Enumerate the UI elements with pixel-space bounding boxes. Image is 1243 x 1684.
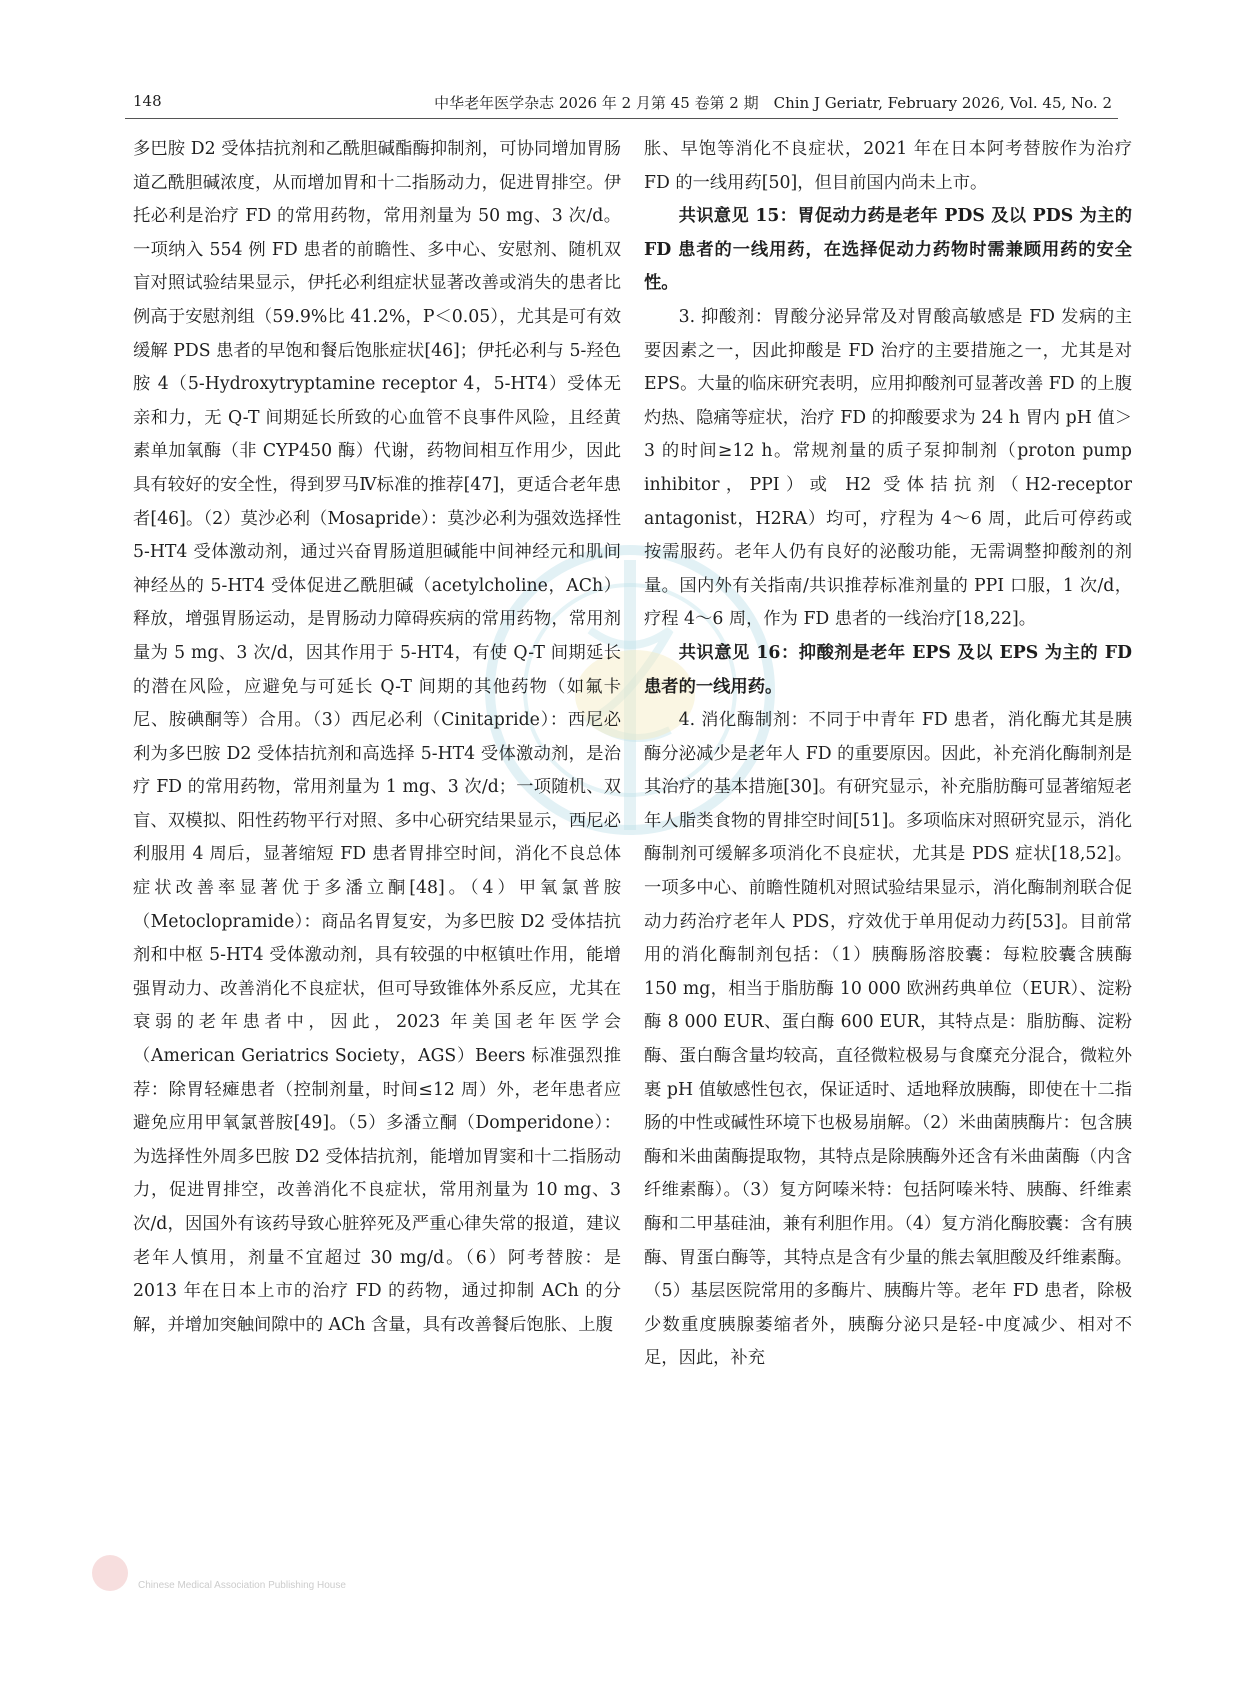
header-rule	[125, 118, 1118, 119]
page-header	[0, 86, 1243, 120]
right-column	[644, 133, 1132, 1673]
body-paragraph-digestive-enzymes: 4. 消化酶制剂：不同于中青年 FD 患者，消化酶尤其是胰酶分泌减少是老年人 FD 的重要原因。因此，补充消化酶制剂是其治疗的基本措施[30]。有研究显示，补充脂肪酶可显著缩短老年人脂类食物的胃排空时间[51]。多项临床对照研究显示，消化酶制剂可缓解多项消化不良症状，尤其是 PDS 症状[18,52]。一项多中心、前瞻性随机对照试验结果显示，消化酶制剂联合促动力药治疗老年人 PDS，疗效优于单用促动力药[53]。目前常用的消化酶制剂包括：（1）胰酶肠溶胶囊：每粒胶囊含胰酶 150 mg，相当于脂肪酶 10 000 欧洲药典单位（EUR）、淀粉酶 8 000 EUR、蛋白酶 600 EUR，其特点是：脂肪酶、淀粉酶、蛋白酶含量均较高，直径微粒极易与食糜充分混合，微粒外裹 pH 值敏感性包衣，保证适时、适地释放胰酶，即使在十二指肠的中性或碱性环境下也极易崩解。（2）米曲菌胰酶片：包含胰酶和米曲菌酶提取物，其特点是除胰酶外还含有米曲菌酶（内含纤维素酶）。（3）复方阿嗪米特：包括阿嗪米特、胰酶、纤维素酶和二甲基硅油，兼有利胆作用。（4）复方消化酶胶囊：含有胰酶、胃蛋白酶等，其特点是含有少量的熊去氧胆酸及纤维素酶。（5）基层医院常用的多酶片、胰酶片等。老年 FD 患者，除极少数重度胰腺萎缩者外，胰酶分泌只是轻-中度减少、相对不足，因此，补充	[644, 710, 1132, 1369]
journal-citation: 中华老年医学杂志 2026 年 2 月第 45 卷第 2 期 Chin J Geriatr, February 2026, Vol. 45, No. 2	[434, 94, 1112, 112]
body-paragraph-acid-suppressants: 3. 抑酸剂：胃酸分泌异常及对胃酸高敏感是 FD 发病的主要因素之一，因此抑酸是 FD 治疗的主要措施之一，尤其是对 EPS。大量的临床研究表明，应用抑酸剂可显著改善 FD 的上腹灼热、隐痛等症状，治疗 FD 的抑酸要求为 24 h 胃内 pH 值＞3 的时间≥12 h。常规剂量的质子泵抑制剂（proton pump inhibitor，PPI）或 H2 受体拮抗剂（H2-receptor antagonist，H2RA）均可，疗程为 4～6 周，此后可停药或按需服药。老年人仍有良好的泌酸功能，无需调整抑酸剂的剂量。国内外有关指南/共识推荐标准剂量的 PPI 口服，1 次/d，疗程 4～6 周，作为 FD 患者的一线治疗[18,22]。	[644, 306, 1132, 630]
consensus-statement-15: 共识意见 15：胃促动力药是老年 PDS 及以 PDS 为主的 FD 患者的一线用药，在选择促动力药物时需兼顾用药的安全性。	[644, 206, 1132, 294]
left-column	[133, 133, 621, 1673]
body-paragraph: 多巴胺 D2 受体拮抗剂和乙酰胆碱酯酶抑制剂，可协同增加胃肠道乙酰胆碱浓度，从而增加胃和十二指肠动力，促进胃排空。伊托必利是治疗 FD 的常用药物，常用剂量为 50 mg、3 次/d。一项纳入 554 例 FD 患者的前瞻性、多中心、安慰剂、随机双盲对照试验结果显示，伊托必利组症状显著改善或消失的患者比例高于安慰剂组（59.9%比 41.2%，P＜0.05），尤其是可有效缓解 PDS 患者的早饱和餐后饱胀症状[46]；伊托必利与 5-羟色胺 4（5-Hydroxytryptamine receptor 4，5-HT4）受体无亲和力，无 Q-T 间期延长所致的心血管不良事件风险，且经黄素单加氧酶（非 CYP450 酶）代谢，药物间相互作用少，因此具有较好的安全性，得到罗马Ⅳ标准的推荐[47]，更适合老年患者[46]。（2）莫沙必利（Mosapride）：莫沙必利为强效选择性 5-HT4 受体激动剂，通过兴奋胃肠道胆碱能中间神经元和肌间神经丛的 5-HT4 受体促进乙酰胆碱（acetylcholine，ACh）释放，增强胃肠运动，是胃肠动力障碍疾病的常用药物，常用剂量为 5 mg、3 次/d，因其作用于 5-HT4，有使 Q-T 间期延长的潜在风险，应避免与可延长 Q-T 间期的其他药物（如氟卡尼、胺碘酮等）合用。（3）西尼必利（Cinitapride）：西尼必利为多巴胺 D2 受体拮抗剂和高选择 5-HT4 受体激动剂，是治疗 FD 的常用药物，常用剂量为 1 mg、3 次/d；一项随机、双盲、双模拟、阳性药物平行对照、多中心研究结果显示，西尼必利服用 4 周后，显著缩短 FD 患者胃排空时间，消化不良总体症状改善率显著优于多潘立酮[48]。（4）甲氧氯普胺（Metoclopramide）：商品名胃复安，为多巴胺 D2 受体拮抗剂和中枢 5-HT4 受体激动剂，具有较强的中枢镇吐作用，能增强胃动力、改善消化不良症状，但可导致锥体外系反应，尤其在衰弱的老年患者中，因此，2023 年美国老年医学会（American Geriatrics Society，AGS）Beers 标准强烈推荐：除胃轻瘫患者（控制剂量，时间≤12 周）外，老年患者应避免应用甲氧氯普胺[49]。（5）多潘立酮（Domperidone）：为选择性外周多巴胺 D2 受体拮抗剂，能增加胃窦和十二指肠动力，促进胃排空，改善消化不良症状，常用剂量为 10 mg、3 次/d，因国外有该药导致心脏猝死及严重心律失常的报道，建议老年人慎用，剂量不宜超过 30 mg/d。（6）阿考替胺：是 2013 年在日本上市的治疗 FD 的药物，通过抑制 ACh 的分解，并增加突触间隙中的 ACh 含量，具有改善餐后饱胀、上腹	[133, 139, 621, 1335]
consensus-statement-16: 共识意见 16：抑酸剂是老年 EPS 及以 EPS 为主的 FD 患者的一线用药。	[644, 642, 1132, 697]
svg-text:Chinese Medical Association Pu: Chinese Medical Association Publishing House	[138, 1580, 346, 1591]
page-number: 148	[133, 92, 162, 110]
body-paragraph: 胀、早饱等消化不良症状，2021 年在日本阿考替胺作为治疗 FD 的一线用药[50]，但目前国内尚未上市。	[644, 139, 1132, 193]
